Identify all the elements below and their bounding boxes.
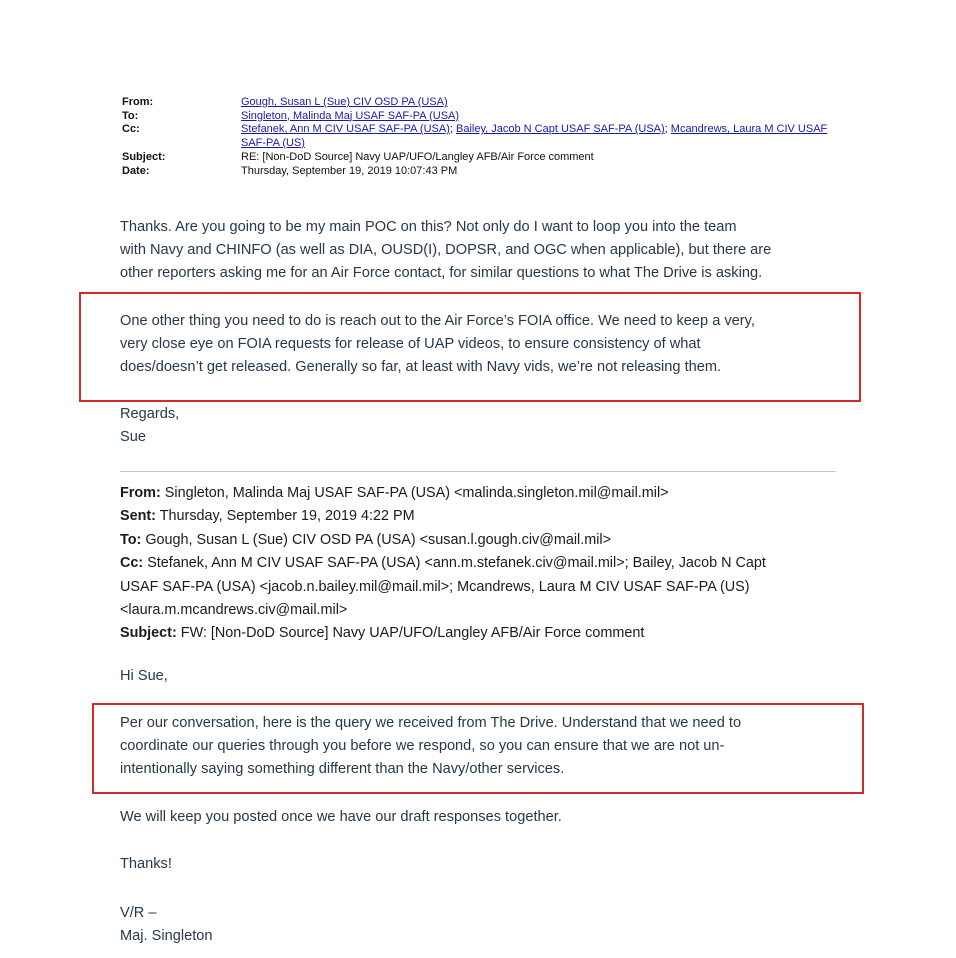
fwd-cc-value: USAF SAF-PA (USA) <jacob.n.bailey.mil@mail.mil>; Mcandrews, Laura M CIV USAF SAF-PA (US) xyxy=(120,578,750,595)
fwd-to-label: To: xyxy=(120,531,142,548)
fwd-subject-value: FW: [Non-DoD Source] Navy UAP/UFO/Langley AFB/Air Force comment xyxy=(180,625,645,642)
forward-greeting xyxy=(120,665,168,688)
to-label: To: xyxy=(122,109,139,122)
reply-paragraph-1 xyxy=(120,216,771,286)
date-label: Date: xyxy=(122,164,150,177)
fwd-from-label: From: xyxy=(120,485,161,501)
date-value: Thursday, September 19, 2019 10:07:43 PM xyxy=(241,164,458,177)
text-line: One other thing you need to do is reach out to the Air Force’s FOIA office. We need to keep a very, xyxy=(120,313,755,329)
fwd-subject-label: Subject: xyxy=(120,625,177,642)
reply-email-header xyxy=(122,96,842,179)
header-to-row xyxy=(122,110,842,124)
forward-signoff xyxy=(120,902,212,948)
fwd-sent-label: Sent: xyxy=(120,508,156,525)
cc-link-bailey[interactable]: Bailey, Jacob N Capt USAF SAF-PA (USA) xyxy=(456,123,665,136)
closing-text: Regards, xyxy=(120,406,180,422)
greeting-text: Hi Sue, xyxy=(120,668,168,684)
signature-text: Sue xyxy=(120,429,146,446)
reply-signoff xyxy=(120,403,179,449)
header-from-row xyxy=(122,96,842,110)
forward-paragraph-coordination xyxy=(120,712,741,782)
from-label: From: xyxy=(122,96,154,108)
subject-value: RE: [Non-DoD Source] Navy UAP/UFO/Langley AFB/Air Force comment xyxy=(241,151,594,164)
text-line: intentionally saying something different than the Navy/other services. xyxy=(120,761,565,778)
text-line: with Navy and CHINFO (as well as DIA, OUSD(I), DOPSR, and OGC when applicable), but there are xyxy=(120,242,772,259)
thanks-text: Thanks! xyxy=(120,856,172,872)
to-link[interactable]: Singleton, Malinda Maj USAF SAF-PA (USA) xyxy=(241,109,460,122)
text-line: We will keep you posted once we have our draft responses together. xyxy=(120,809,562,825)
fwd-cc-value: Stefanek, Ann M CIV USAF SAF-PA (USA) <ann.m.stefanek.civ@mail.mil>; Bailey, Jacob N Capt xyxy=(147,555,766,572)
text-line: coordinate our queries through you before we respond, so you can ensure that we are not un- xyxy=(120,738,725,755)
forward-email-header xyxy=(120,482,766,646)
forward-thanks xyxy=(120,853,172,876)
message-divider xyxy=(120,471,836,472)
header-date-row xyxy=(122,165,842,179)
signature-text: Maj. Singleton xyxy=(120,928,213,945)
from-link[interactable]: Gough, Susan L (Sue) CIV OSD PA (USA) xyxy=(241,96,448,108)
text-line: other reporters asking me for an Air Force contact, for similar questions to what The Drive is asking. xyxy=(120,265,763,282)
fwd-cc-label: Cc: xyxy=(120,555,144,572)
fwd-cc-value: <laura.m.mcandrews.civ@mail.mil> xyxy=(120,602,348,619)
reply-paragraph-foia xyxy=(120,310,755,380)
subject-label: Subject: xyxy=(122,151,166,164)
cc-link-stefanek[interactable]: Stefanek, Ann M CIV USAF SAF-PA (USA) xyxy=(241,123,450,136)
cc-label: Cc: xyxy=(122,123,140,136)
header-subject-row xyxy=(122,151,842,165)
forward-paragraph-2 xyxy=(120,806,562,829)
cc-link-mcandrews[interactable]: Mcandrews, Laura M CIV USAF SAF-PA (US) xyxy=(241,123,828,149)
closing-text: V/R – xyxy=(120,905,157,921)
text-line: does/doesn’t get released. Generally so far, at least with Navy vids, we’re not releasing them. xyxy=(120,359,722,376)
text-line: very close eye on FOIA requests for release of UAP videos, to ensure consistency of what xyxy=(120,336,701,353)
text-line: Per our conversation, here is the query we received from The Drive. Understand that we need to xyxy=(120,715,742,731)
fwd-from-value: Singleton, Malinda Maj USAF SAF-PA (USA) <malinda.singleton.mil@mail.mil> xyxy=(164,485,669,501)
text-line: Thanks. Are you going to be my main POC on this? Not only do I want to loop you into the team xyxy=(120,219,737,235)
fwd-sent-value: Thursday, September 19, 2019 4:22 PM xyxy=(159,508,415,525)
fwd-to-value: Gough, Susan L (Sue) CIV OSD PA (USA) <susan.l.gough.civ@mail.mil> xyxy=(145,531,612,548)
header-cc-row: Cc: Stefanek, Ann M CIV USAF SAF-PA (USA); Bailey, Jacob N Capt USAF SAF-PA (USA); Mcandrews, Laura M CIV USAF SAF-PA (US) xyxy=(122,123,828,149)
